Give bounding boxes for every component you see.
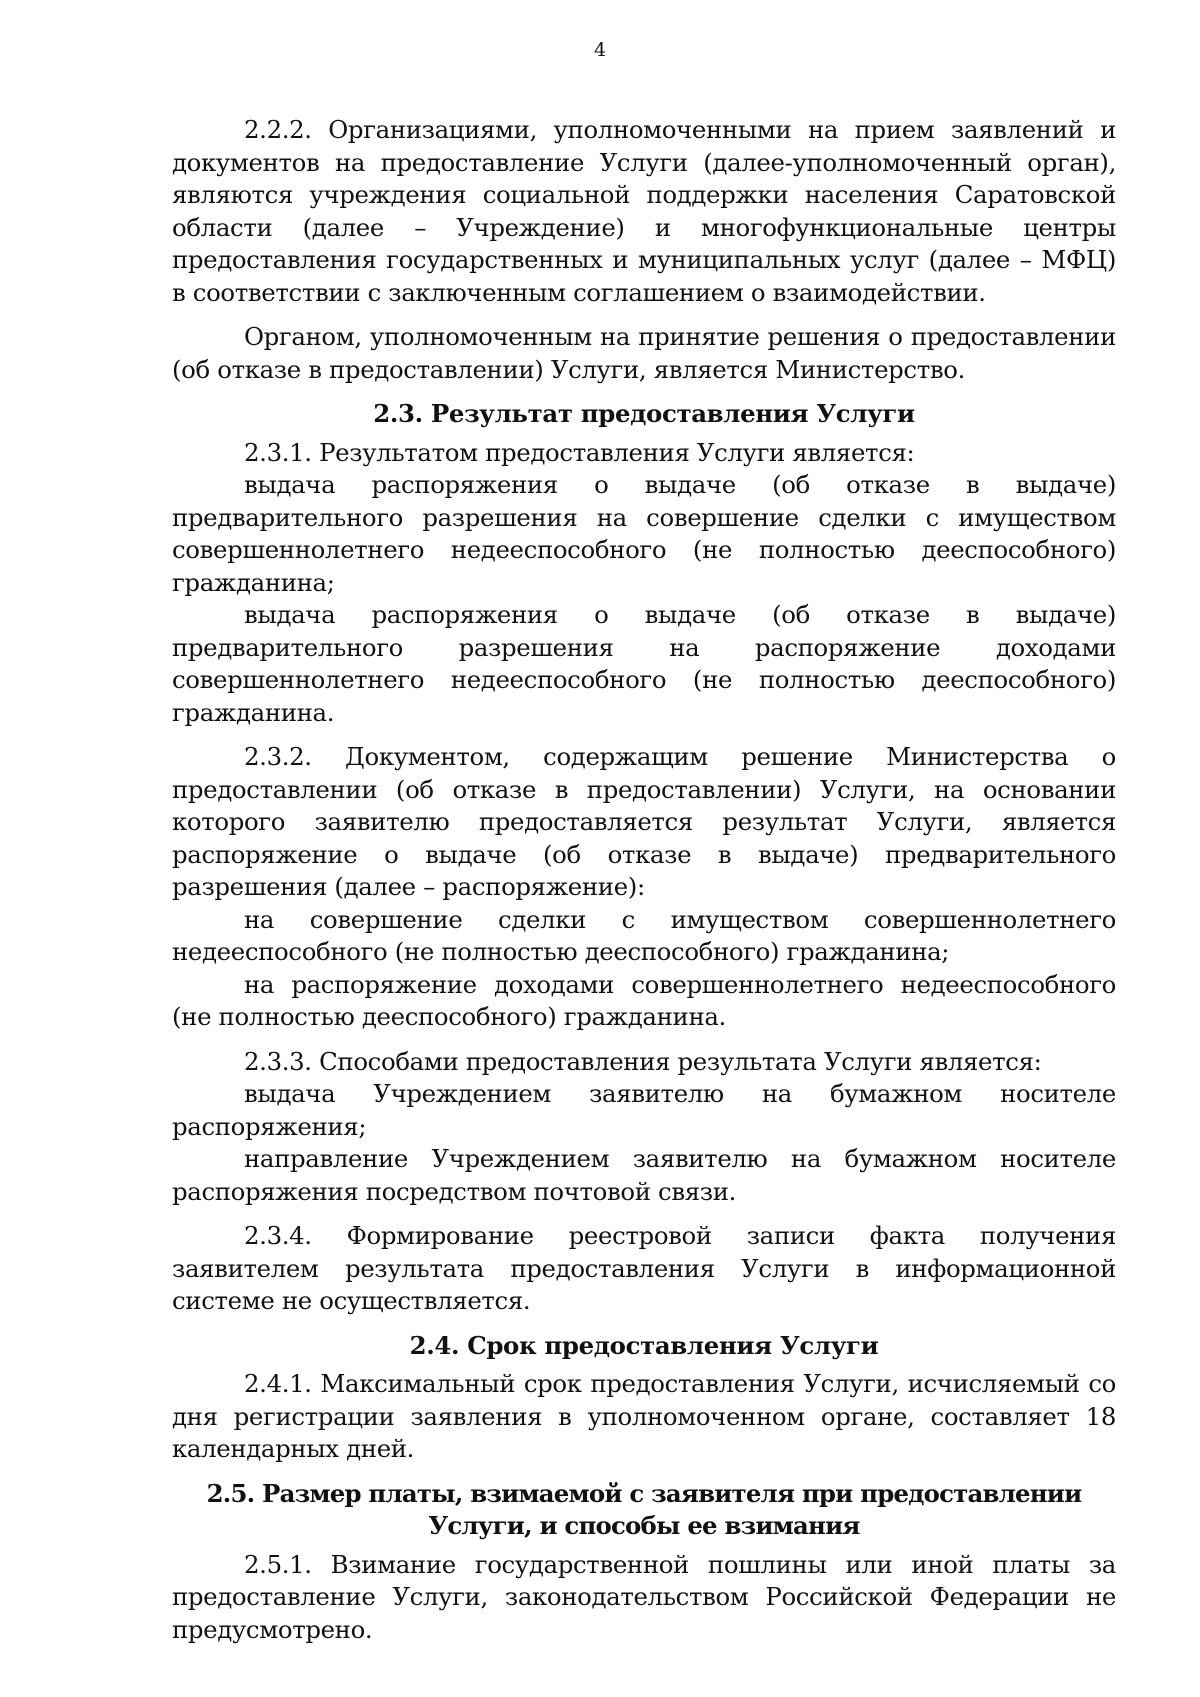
paragraph-2-3-2-item-b: на распоряжение доходами совершеннолетнего недееспособного (не полностью дееспособного) гражданина. [172,969,1116,1031]
paragraph-2-3-2: 2.3.2. Документом, содержащим решение Министерства о предоставлении (об отказе в предоставлении) Услуги, на основании которого заявителю предоставляется результат Услуги, является распоряжение о выдаче (об отказе в выдаче) предварительного разрешения (далее – распоряжение): [172,742,1116,901]
paragraph-2-3-3-item-a: выдача Учреждением заявителю на бумажном носителе распоряжения; [172,1079,1116,1141]
paragraph-2-3-4: 2.3.4. Формирование реестровой записи факта получения заявителем результата предоставления Услуги в информационной системе не осуществляется. [172,1221,1116,1315]
page-number: 4 [593,39,607,61]
paragraph-2-2-2: 2.2.2. Организациями, уполномоченными на прием заявлений и документов на предоставление Услуги (далее-уполномоченный орган), являются учреждения социальной поддержки населения Саратовской области (далее – Учреждение) и многофункциональные центры предоставления государственных и муниципальных услуг (далее – МФЦ) в соответствии с заключенным соглашением о взаимодействии. [172,115,1116,307]
document-body [172,114,1116,1646]
paragraph-decision-authority: Органом, уполномоченным на принятие решения о предоставлении (об отказе в предоставлении) Услуги, является Министерство. [172,322,1116,384]
heading-2-5: 2.5. Размер платы, взимаемой с заявителя при предоставлении Услуги, и способы ее взимания [206,1478,1082,1540]
paragraph-2-3-2-item-a: на совершение сделки с имуществом совершеннолетнего недееспособного (не полностью дееспособного) гражданина; [172,904,1116,966]
paragraph-2-3-1-item-b: выдача распоряжения о выдаче (об отказе в выдаче) предварительного разрешения на распоряжение доходами совершеннолетнего недееспособного (не полностью дееспособного) гражданина. [172,600,1116,727]
paragraph-2-5-1: 2.5.1. Взимание государственной пошлины или иной платы за предоставление Услуги, законодательством Российской Федерации не предусмотрено. [172,1549,1116,1644]
paragraph-2-3-1-item-a: выдача распоряжения о выдаче (об отказе в выдаче) предварительного разрешения на совершение сделки с имуществом совершеннолетнего недееспособного (не полностью дееспособного) гражданина; [172,470,1116,597]
heading-2-3: 2.3. Результат предоставления Услуги [373,399,915,428]
paragraph-2-3-3-item-b: направление Учреждением заявителю на бумажном носителе распоряжения посредством почтовой связи. [172,1144,1116,1206]
heading-2-4: 2.4. Срок предоставления Услуги [409,1330,879,1360]
paragraph-2-4-1: 2.4.1. Максимальный срок предоставления Услуги, исчисляемый со дня регистрации заявления в уполномоченном органе, составляет 18 календарных дней. [172,1369,1116,1463]
paragraph-2-3-3: 2.3.3. Способами предоставления результата Услуги является: [244,1046,1042,1076]
paragraph-2-3-1: 2.3.1. Результатом предоставления Услуги является: [244,437,915,467]
